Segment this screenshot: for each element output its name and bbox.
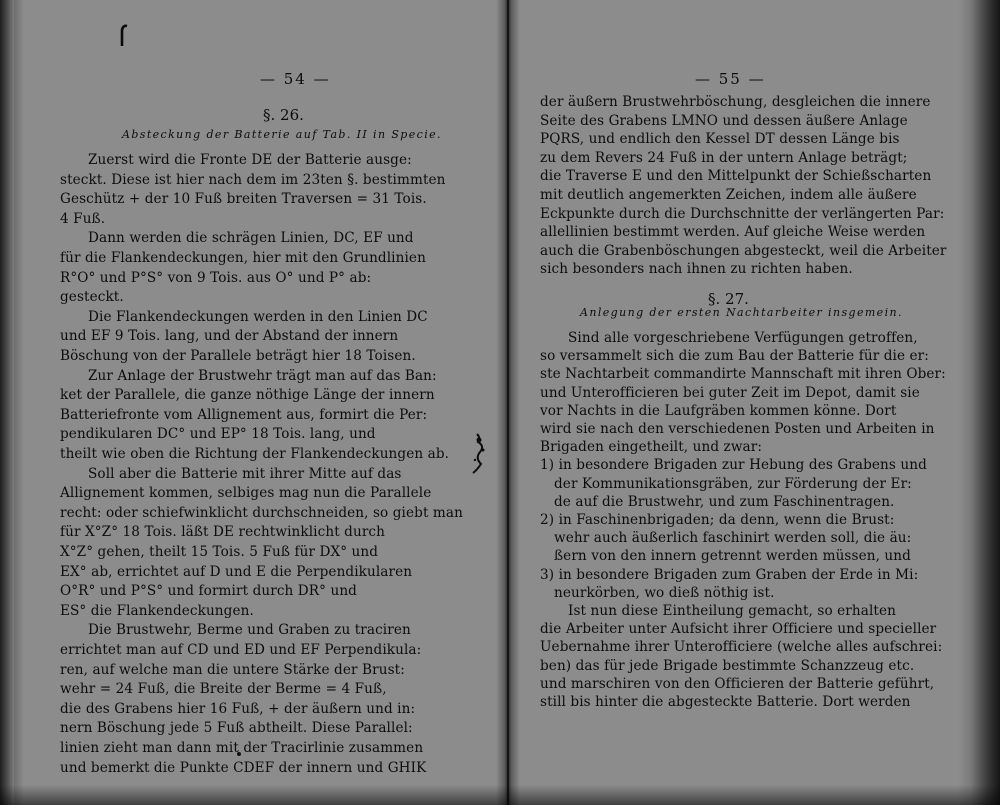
text-line: ket der Parallele, die ganze nöthige Länge der innern (60, 387, 435, 404)
text-line: still bis hinter die abgesteckte Batterie. Dort werden (540, 694, 911, 710)
text-line: ren, auf welche man die untere Stärke der Brust: (60, 661, 405, 678)
text-line: Eckpunkte durch die Durchschnitte der verlängerten Par: (540, 205, 945, 222)
text-line: 1) in besondere Brigaden zur Hebung des Grabens und (540, 457, 927, 474)
page-edge-left (14, 0, 24, 805)
book-edge-bottom (0, 785, 1000, 805)
text-line: gesteckt. (60, 289, 124, 306)
text-line: und marschiren von den Officieren der Batterie geführt, (540, 675, 935, 692)
gutter-fold-line (507, 0, 509, 805)
text-line: wehr auch äußerlich faschinirt werden soll, die äu: (554, 530, 912, 547)
text-line: nern Böschung jede 5 Fuß abtheilt. Diese Parallel: (60, 720, 413, 737)
text-line: die Arbeiter unter Aufsicht ihrer Officiere und specieller (540, 621, 937, 638)
text-line: für die Flankendeckungen, hier mit den Grundlinien (60, 250, 426, 266)
text-line: und EF 9 Tois. lang, und der Abstand der innern (60, 328, 399, 345)
text-line: die des Grabens hier 16 Fuß, + der äußern und in: (60, 700, 416, 717)
section-number: §. 27. (708, 290, 749, 308)
text-line: Seite des Grabens LMNO und dessen äußere Anlage (540, 112, 908, 129)
text-line: ßern von den innern getrennt werden müssen, und (554, 548, 911, 565)
text-line: vor Nachts in die Laufgräben kommen könne. Dort (540, 402, 897, 419)
text-line: Die Brustwehr, Berme und Graben zu traciren (88, 622, 411, 639)
text-line: Allignement kommen, selbiges mag nun die Parallele (60, 485, 432, 502)
text-line: neurkörben, wo dieß nöthig ist. (554, 584, 775, 601)
text-line: Brigaden eingetheilt, und zwar: (540, 439, 763, 456)
text-line: der äußern Brustwehrböschung, desgleichen die innere (540, 94, 931, 110)
text-line: 2) in Faschinenbrigaden; da denn, wenn die Brust: (540, 512, 895, 528)
text-line: und Unterofficieren bei guter Zeit im Depot, damit sie (540, 384, 920, 401)
book-edge-left (0, 0, 14, 805)
text-line: 4 Fuß. (60, 210, 106, 227)
text-line: Soll aber die Batterie mit ihrer Mitte auf das (88, 465, 402, 482)
text-line: linien zieht man dann mit der Tracirlinie zusammen (60, 740, 424, 756)
text-line: errichtet man auf CD und ED und EF Perpendikula: (60, 642, 422, 658)
text-line: Ist nun diese Eintheilung gemacht, so erhalten (568, 603, 896, 619)
section-heading: Absteckung der Batterie auf Tab. II in Specie. (122, 128, 442, 141)
text-line: zu dem Revers 24 Fuß in der untern Anlage beträgt; (540, 149, 908, 166)
text-line: Geschütz + der 10 Fuß breiten Traversen = 31 Tois. (60, 191, 427, 208)
text-line: der Kommunikationsgräben, zur Förderung der Er: (554, 475, 912, 492)
text-line: Böschung von der Parallele beträgt hier 18 Toisen. (60, 348, 416, 364)
text-line: Sind alle vorgeschriebene Verfügungen getroffen, (568, 330, 918, 346)
text-line: O°R° und P°S° und formirt durch DR° und (60, 583, 357, 600)
text-line: sich besonders nach ihnen zu richten haben. (540, 261, 853, 278)
text-line: mit deutlich angemerkten Zeichen, indem alle äußere (540, 187, 917, 203)
text-line: auch die Grabenböschungen abgesteckt, weil die Arbeiter (540, 242, 947, 259)
text-line: EX° ab, errichtet auf D und E die Perpendikularen (60, 563, 413, 580)
text-line: und bemerkt die Punkte CDEF der innern und GHIK (60, 759, 427, 776)
text-line: wehr = 24 Fuß, die Breite der Berme = 4 Fuß, (60, 681, 387, 698)
text-line: Dann werden die schrägen Linien, DC, EF und (88, 230, 414, 247)
text-line: allellinien bestimmt werden. Auf gleiche Weise werden (540, 224, 926, 241)
text-line: wird sie nach den verschiedenen Posten und Arbeiten in (540, 421, 935, 437)
text-line: 3) in besondere Brigaden zum Graben der Erde in Mi: (540, 566, 919, 583)
text-line: Batteriefronte vom Allignement aus, formirt die Per: (60, 406, 428, 423)
text-line: pendikularen DC° und EP° 18 Tois. lang, und (60, 426, 376, 443)
text-line: Uebernahme ihrer Unterofficiere (welche alles aufschrei: (540, 639, 943, 656)
section-heading: Anlegung der ersten Nachtarbeiter insgemein. (580, 306, 903, 319)
text-line: so versammelt sich die zum Bau der Batterie für die er: (540, 348, 929, 365)
text-line: de auf die Brustwehr, und zum Faschinentragen. (554, 493, 895, 510)
text-line: ben) das für jede Brigade bestimmte Schanzzeug etc. (540, 657, 915, 674)
text-line: ES° die Flankendeckungen. (60, 602, 254, 619)
text-line: Zur Anlage der Brustwehr trägt man auf das Ban: (88, 367, 437, 384)
text-line: steckt. Diese ist hier nach dem im 23ten §. bestimmten (60, 171, 446, 188)
text-line: PQRS, und endlich den Kessel DT dessen Länge bis (540, 131, 900, 148)
text-line: X°Z° gehen, theilt 15 Tois. 5 Fuß für DX° und (60, 544, 379, 560)
text-line: Zuerst wird die Fronte DE der Batterie ausge: (88, 152, 412, 168)
page-number: — 55 — (695, 70, 766, 88)
corner-ink-mark (120, 24, 128, 48)
text-line: die Traverse E und den Mittelpunkt der Schießscharten (540, 168, 932, 185)
text-line: Die Flankendeckungen werden in den Linien DC (88, 308, 428, 325)
text-line: theilt wie oben die Richtung der Flankendeckungen ab. (60, 446, 450, 462)
page-number: — 54 — (260, 70, 331, 88)
text-line: ste Nachtarbeit commandirte Mannschaft mit ihren Ober: (540, 366, 946, 383)
section-number: §. 26. (263, 106, 304, 124)
book-edge-right (958, 0, 1000, 805)
text-line: für X°Z° 18 Tois. läßt DE rechtwinklicht durch (60, 524, 386, 541)
text-line: recht: oder schiefwinklicht durchschneiden, so giebt man (60, 504, 463, 521)
text-line: R°O° und P°S° von 9 Tois. aus O° und P° ab: (60, 269, 372, 286)
